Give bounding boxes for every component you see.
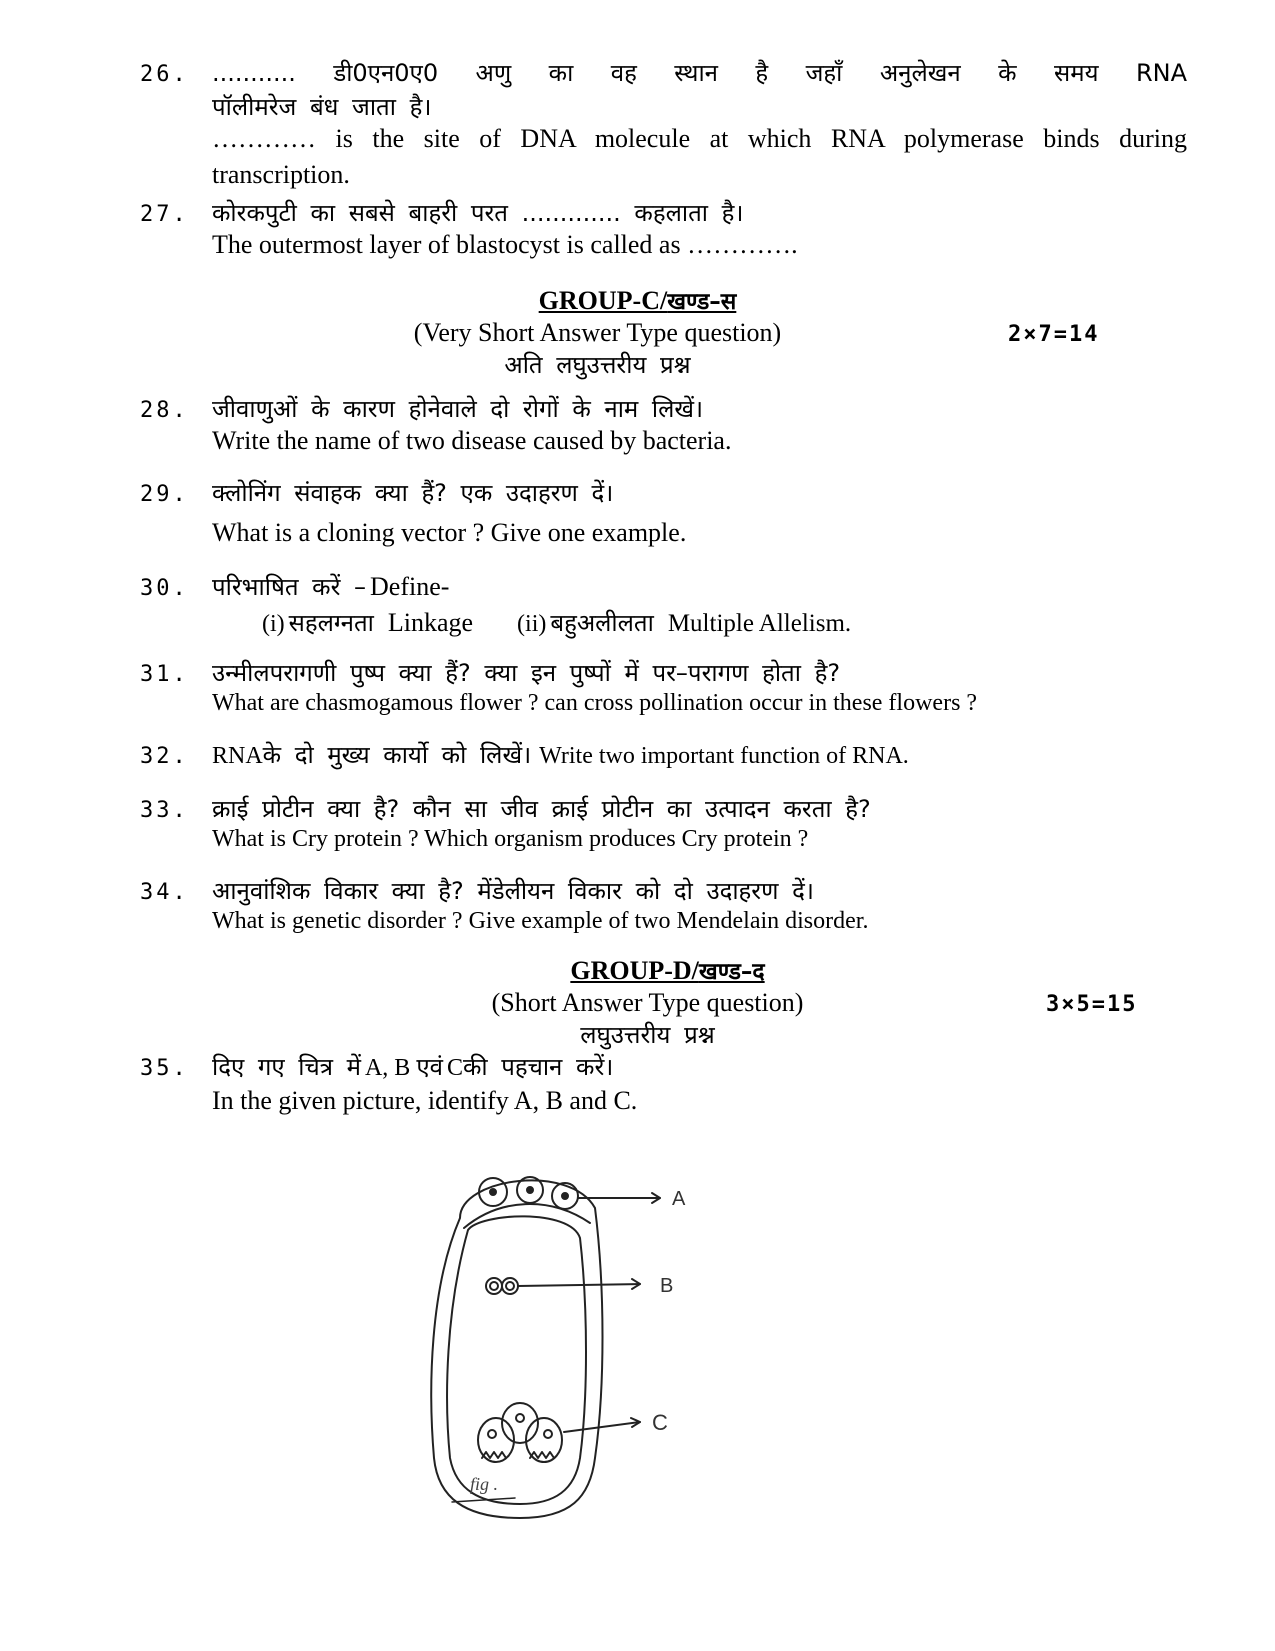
- antipodal-cell-3-nucleus: [562, 1193, 568, 1199]
- question-number: 34.: [140, 880, 189, 905]
- group-c-heading: [0, 284, 1275, 316]
- question-number: 26.: [140, 62, 189, 87]
- synergid-right-nucleus: [544, 1430, 552, 1438]
- question-hindi-line1: ........... डी0एन0ए0 अणु का वह स्थान है जहाँ अनुलेखन के समय RNA: [212, 59, 1187, 87]
- question-number: 27.: [140, 202, 189, 227]
- question-rna: RNA: [212, 743, 263, 769]
- option-1-hindi: सहलग्नता: [288, 609, 374, 637]
- embryo-sac-figure: [420, 1168, 750, 1528]
- group-c-type-hi: अति लघुउत्तरीय प्रश्न: [504, 351, 691, 379]
- question-number: 30.: [140, 576, 189, 601]
- figure-label-a: A: [672, 1188, 686, 1210]
- option-2-hindi: बहुअलीलता: [550, 609, 654, 637]
- question-hindi: परिभाषित करें –: [212, 573, 367, 601]
- question-number: 33.: [140, 798, 189, 823]
- group-d-heading: [30, 954, 1275, 986]
- question-english: The outermost layer of blastocyst is called as ………….: [212, 230, 798, 259]
- option-1-english: Linkage: [387, 608, 474, 637]
- question-labels-ab: A, B: [364, 1055, 411, 1081]
- synergid-left-nucleus: [488, 1430, 496, 1438]
- question-english: In the given picture, identify A, B and C.: [212, 1086, 638, 1115]
- question-english: What are chasmogamous flower ? can cross pollination occur in these flowers ?: [212, 690, 978, 716]
- question-text: [212, 738, 909, 771]
- arrow-c-line: [564, 1422, 640, 1432]
- question-hindi: आनुवांशिक विकार क्या है? मेंडेलीयन विकार को दो उदाहरण दें।: [212, 877, 814, 905]
- question-english: Define-: [370, 572, 450, 601]
- option-2-number: (ii): [517, 611, 547, 637]
- question-hindi: क्लोनिंग संवाहक क्या हैं? एक उदाहरण दें।: [212, 479, 614, 507]
- question-english-line2: transcription.: [212, 160, 350, 189]
- egg-nucleus: [516, 1414, 524, 1422]
- question-english: What is a cloning vector ? Give one example.: [212, 518, 687, 547]
- option-2-english: Multiple Allelism.: [667, 610, 852, 637]
- group-c-type-en: (Very Short Answer Type question): [413, 318, 782, 347]
- question-hindi-part1: दिए गए चित्र में: [212, 1053, 361, 1081]
- question-english: Write the name of two disease caused by bacteria.: [212, 426, 732, 455]
- figure-caption: fig .: [470, 1474, 499, 1494]
- question-number: 29.: [140, 482, 189, 507]
- antipodal-cell-1-nucleus: [490, 1189, 496, 1195]
- question-number: 32.: [140, 744, 189, 769]
- question-label-c: C: [446, 1055, 463, 1081]
- embryo-sac-drawing: [420, 1168, 750, 1528]
- group-title-en: GROUP-C/: [538, 286, 668, 315]
- antipodal-cell-2-nucleus: [527, 1187, 533, 1193]
- sac-inner-wall: [447, 1216, 586, 1504]
- define-options: [262, 606, 851, 639]
- question-english: What is genetic disorder ? Give example of two Mendelain disorder.: [212, 908, 869, 934]
- question-text: [212, 1050, 613, 1083]
- figure-label-b: B: [660, 1275, 674, 1297]
- question-hindi: कोरकपुटी का सबसे बाहरी परत ............. कहलाता है।: [212, 199, 744, 227]
- question-hindi-part2: एवं: [416, 1053, 443, 1081]
- question-hindi: क्राई प्रोटीन क्या है? कौन सा जीव क्राई प्रोटीन का उत्पादन करता है?: [212, 795, 871, 823]
- group-d-type-hi: लघुउत्तरीय प्रश्न: [580, 1021, 715, 1049]
- question-number: 35.: [140, 1056, 189, 1081]
- question-english-line1: ………… is the site of DNA molecule at which RNA polymerase binds during: [212, 124, 1187, 153]
- polar-nucleus-1-inner: [490, 1282, 498, 1290]
- option-1-number: (i): [262, 611, 285, 637]
- question-hindi-part3: की पहचान करें।: [462, 1053, 614, 1081]
- group-c-marks: 2×7=14: [1008, 322, 1100, 347]
- question-hindi: उन्मीलपरागणी पुष्प क्या हैं? क्या इन पुष्पों में पर–परागण होता है?: [212, 659, 841, 687]
- polar-nucleus-2: [502, 1278, 518, 1294]
- question-english: Write two important function of RNA.: [539, 743, 909, 769]
- group-d-type-en: (Short Answer Type question): [491, 988, 804, 1017]
- question-hindi-line2: पॉलीमरेज बंध जाता है।: [212, 93, 432, 121]
- question-english: What is Cry protein ? Which organism produces Cry protein ?: [212, 826, 809, 852]
- figure-label-c: C: [652, 1410, 668, 1435]
- group-d-marks: 3×5=15: [1046, 992, 1138, 1017]
- question-text: [212, 570, 449, 603]
- question-hindi: जीवाणुओं के कारण होनेवाले दो रोगों के नाम लिखें।: [212, 395, 704, 423]
- group-title-en: GROUP-D/: [570, 956, 699, 985]
- polar-nucleus-2-inner: [506, 1282, 514, 1290]
- polar-nucleus-1: [486, 1278, 502, 1294]
- group-title-hi: खण्ड–द: [698, 959, 765, 985]
- question-number: 31.: [140, 662, 189, 687]
- arrow-b-line: [518, 1284, 640, 1286]
- question-number: 28.: [140, 398, 189, 423]
- question-hindi: के दो मुख्य कार्यो को लिखें।: [262, 741, 532, 769]
- group-title-hi: खण्ड–स: [667, 289, 737, 315]
